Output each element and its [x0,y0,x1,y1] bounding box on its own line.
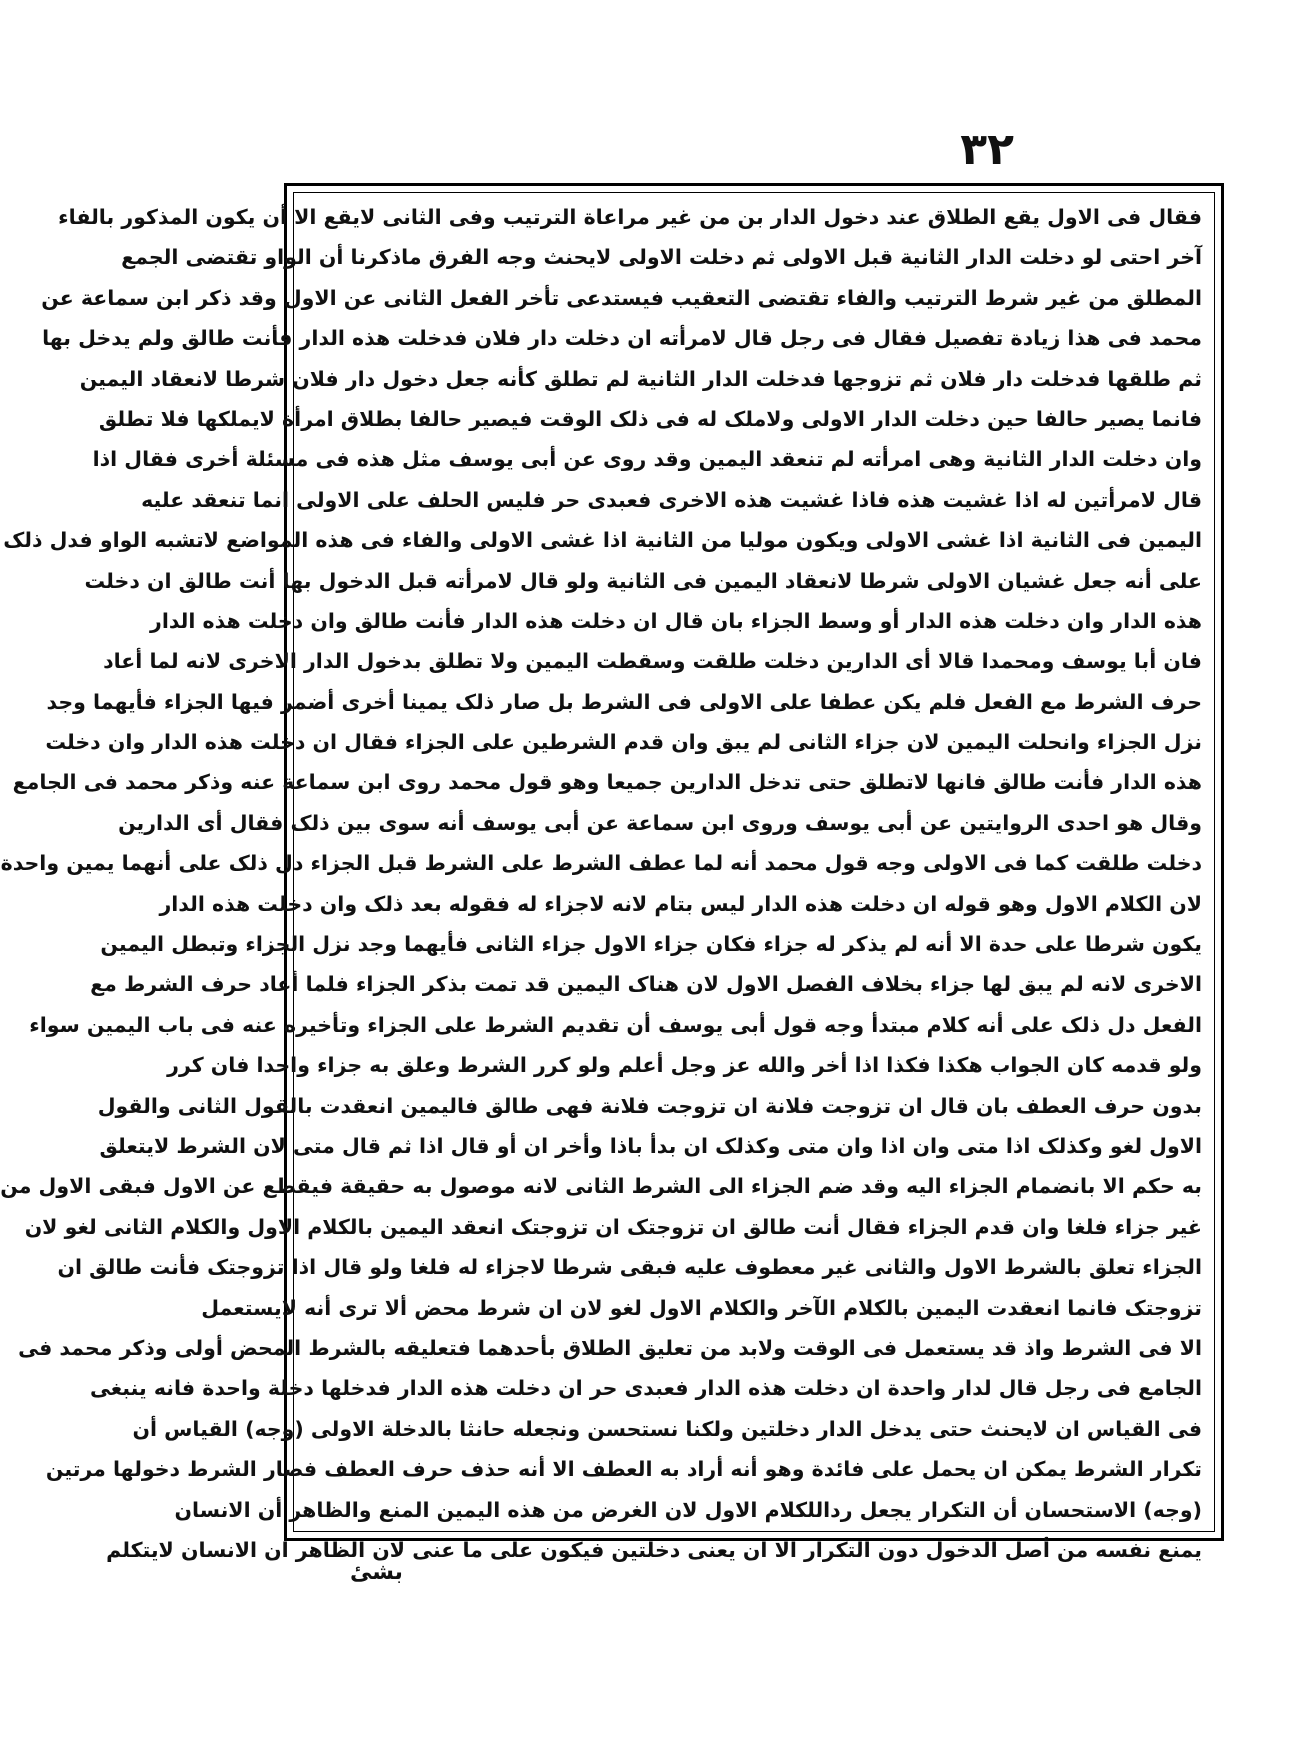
text-line: تزوجتک فانما انعقدت الیمین بالکلام الآخر والکلام الاول لغو لان ان شرط محض ألا تری أنه لایستعمل [201,1295,1202,1320]
text-line: (وجه) الاستحسان أن التکرار یجعل رداللکلام الاول لان الغرض من هذه الیمین المنع والظاهر أن الانسان [174,1497,1202,1522]
text-line: الیمین فی الثانیة اذا غشی الاولی ویکون مولیا من الثانیة اذا غشی الاولی والفاء فی هذه المواضع لاتشبه الواو فدل ذلک [3,528,1202,553]
text-line: الفعل دل ذلک علی أنه کلام مبتدأ وجه قول أبی یوسف أن تقدیم الشرط علی الجزاء وتأخیره عنه فی باب الیمین سواء [29,1012,1202,1037]
text-line: آخر احتی لو دخلت الدار الثانیة قبل الاولی ثم دخلت الاولی لایحنث وجه الفرق ماذکرنا أن الواو تقتضی الجمع [121,245,1202,270]
text-line: المطلق من غیر شرط الترتیب والفاء تقتضی التعقیب فیستدعی تأخر الفعل الثانی عن الاول وقد ذکر ابن سماعة عن [41,285,1202,310]
text-line: ولو قدمه کان الجواب هکذا فکذا اذا أخر والله عز وجل أعلم ولو کرر الشرط وعلق به جزاء واحدا فان کرر [167,1053,1202,1078]
text-line: فان أبا یوسف ومحمدا قالا أی الدارین دخلت طلقت وسقطت الیمین ولا تطلق بدخول الدار الاخری لانه لما أعاد [103,649,1202,674]
text-block [0,197,1202,1570]
text-line: یمنع نفسه من أصل الدخول دون التکرار الا ان یعنی دخلتین فیکون علی ما عنی لان الظاهر ان الانسان لایتکلم [106,1537,1202,1562]
text-line: غیر جزاء فلغا وان قدم الجزاء فقال أنت طالق ان تزوجتک ان تزوجتک انعقد الیمین بالکلام الاول والکلام الثانی لغو لان [24,1214,1202,1239]
catchword: بشیٔ [350,1560,403,1585]
text-line: تکرار الشرط یمکن ان یحمل علی فائدة وهو أنه أراد به العطف الا أنه حذف حرف العطف فصار الشرط دخولها مرتین [45,1457,1202,1482]
text-line: فقال فی الاول یقع الطلاق عند دخول الدار بن من غیر مراعاة الترتیب وفی الثانی لایقع الا أن یکون المذکور بالفاء [58,205,1202,229]
text-line: محمد فی هذا زیادة تفصیل فقال فی رجل قال لامرأته ان دخلت دار فلان فدخلت هذه الدار فأنت طالق ولم یدخل بها [42,326,1202,351]
text-line: حرف الشرط مع الفعل فلم یکن عطفا علی الاولی فی الشرط بل صار ذلک یمینا أخری أضمر فیها الجزاء فأیهما وجد [46,689,1202,714]
text-line: الجامع فی رجل قال لدار واحدة ان دخلت هذه الدار فعبدی حر ان دخلت هذه الدار فدخلها دخلة واحدة فانه ینبغی [89,1376,1202,1401]
text-frame-inner [0,192,1215,1562]
text-line: وقال هو احدی الروایتین عن أبی یوسف وروی ابن سماعة عن أبی یوسف أنه سوی بین ذلک فقال أی الدارین [118,810,1202,835]
text-line: لان الکلام الاول وهو قوله ان دخلت هذه الدار لیس بتام لانه لاجزاء له فقوله بعد ذلک وان دخلت هذه الدار [159,891,1202,916]
text-line: فی القیاس ان لایحنث حتی یدخل الدار دخلتین ولکنا نستحسن ونجعله حانثا بالدخلة الاولی (وجه) القیاس أن [132,1416,1202,1441]
text-line: الا فی الشرط واذ قد یستعمل فی الوقت ولابد من تعلیق الطلاق بأحدهما فتعلیقه بالشرط المحض أولی وذکر محمد فی [18,1335,1202,1360]
text-line: هذه الدار وان دخلت هذه الدار أو وسط الجزاء بان قال ان دخلت هذه الدار فأنت طالق وان دخلت هذه الدار [150,608,1202,633]
text-line: به حکم الا بانضمام الجزاء الیه وقد ضم الجزاء الی الشرط الثانی لانه موصول به حقیقة فیقطع عن الاول فبقی الاول من [0,1174,1202,1199]
text-frame [0,183,1224,1562]
text-line: وان دخلت الدار الثانیة وهی امرأته لم تنعقد الیمین وقد روی عن أبی یوسف مثل هذه فی مسئلة أخری فقال اذا [92,447,1202,472]
text-line: هذه الدار فأنت طالق فانها لاتطلق حتی تدخل الدارین جمیعا وهو قول محمد روی ابن سماعة عنه وذکر محمد فی الجامع [12,770,1202,795]
page-number: ۳۲ [960,124,1014,175]
text-line: علی أنه جعل غشیان الاولی شرطا لانعقاد الیمین فی الثانیة ولو قال لامرأته قبل الدخول بها أنت طالق ان دخلت [84,568,1202,593]
text-line: ثم طلقها فدخلت دار فلان ثم تزوجها فدخلت الدار الثانیة لم تطلق کأنه جعل دخول دار فلان شرطا لانعقاد الیمین [79,366,1202,391]
text-line: الجزاء تعلق بالشرط الاول والثانی غیر معطوف علیه فبقی شرطا لاجزاء له فلغا ولو قال اذا تزوجتک فأنت طالق ان [57,1255,1202,1280]
text-line: الاول لغو وکذلک اذا متی وان اذا وان متی وکذلک ان بدأ باذا وأخر ان أو قال اذا ثم قال متی لان الشرط لایتعلق [99,1133,1202,1158]
text-line: یکون شرطا علی حدة الا أنه لم یذکر له جزاء فکان جزاء الاول جزاء الثانی فأیهما وجد نزل الجزاء وتبطل الیمین [100,932,1202,957]
text-line: نزل الجزاء وانحلت الیمین لان جزاء الثانی لم یبق وان قدم الشرطین علی الجزاء فقال ان دخلت هذه الدار وان دخلت [45,730,1202,755]
text-line: قال لامرأتین له اذا غشیت هذه فاذا غشیت هذه الاخری فعبدی حر فلیس الحلف علی الاولی انما تنعقد علیه [141,487,1202,512]
text-line: بدون حرف العطف بان قال ان تزوجت فلانة ان تزوجت فلانة فهی طالق فالیمین انعقدت بالقول الثانی والقول [97,1093,1202,1118]
text-line: الاخری لانه لم یبق لها جزاء بخلاف الفصل الاول لان هناک الیمین قد تمت بذکر الجزاء فلما أعاد حرف الشرط مع [90,972,1202,997]
text-line: فانما یصیر حالفا حین دخلت الدار الاولی ولاملک له فی ذلک الوقت فیصیر حالفا بطلاق امرأة لایملکها فلا تطلق [98,406,1202,431]
text-line: دخلت طلقت کما فی الاولی وجه قول محمد أنه لما عطف الشرط علی الشرط قبل الجزاء دل ذلک علی أنهما یمین واحدة [0,851,1202,876]
